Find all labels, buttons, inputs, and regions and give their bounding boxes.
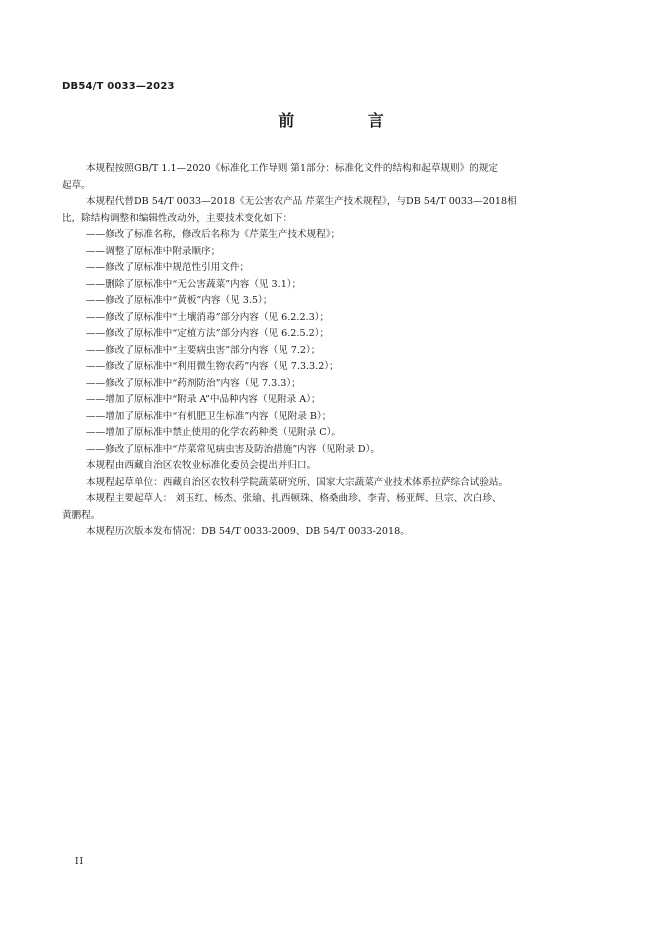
- change-item: ——修改了原标准中规范性引用文件；: [86, 262, 250, 273]
- change-item: ——修改了原标准中“芹菜常见病虫害及防治措施”内容（见附录 D）。: [86, 443, 380, 455]
- paragraph-proposer: 本规程由西藏自治区农牧业标准化委员会提出并归口。: [86, 460, 317, 471]
- change-item: ——修改了标准名称，修改后名称为《芹菜生产技术规程》；: [86, 229, 341, 240]
- page-number: II: [75, 857, 85, 867]
- change-item: ——修改了原标准中“利用微生物农药”内容（见 7.3.3.2）；: [86, 361, 339, 372]
- change-item: ——修改了原标准中“定植方法”部分内容（见 6.2.5.2）；: [86, 328, 330, 339]
- change-item: ——增加了原标准中禁止使用的化学农药种类（见附录 C）。: [86, 427, 342, 438]
- foreword-body: [62, 161, 592, 541]
- paragraph-history: 本规程历次版本发布情况：DB 54/T 0033-2009、DB 54/T 0033-2018。: [86, 526, 410, 537]
- paragraph-replaces: 本规程代替DB 54/T 0033—2018《无公害农产品 芹菜生产技术规程》，与DB 54/T 0033—2018相: [86, 196, 517, 207]
- change-item: ——增加了原标准中“有机肥卫生标准”内容（见附录 B）；: [86, 410, 332, 422]
- change-item: ——修改了原标准中“土壤消毒”部分内容（见 6.2.2.3）；: [86, 311, 330, 323]
- paragraph-drafters-cont: 黄鹏程。: [62, 509, 101, 521]
- paragraph-drafting-units: 本规程起草单位：西藏自治区农牧科学院蔬菜研究所、国家大宗蔬菜产业技术体系拉萨综合试验站。: [86, 476, 509, 488]
- change-item: ——修改了原标准中“药剂防治”内容（见 7.3.3）；: [86, 377, 301, 389]
- change-item: ——删除了原标准中“无公害蔬菜”内容（见 3.1）；: [86, 278, 302, 290]
- change-item: ——调整了原标准中附录顺序；: [86, 245, 221, 257]
- change-item: ——修改了原标准中“黄板”内容（见 3.5）；: [86, 295, 273, 306]
- standard-code: DB54/T 0033—2023: [62, 81, 175, 92]
- change-item: ——修改了原标准中“主要病虫害”部分内容（见 7.2）；: [86, 344, 321, 356]
- paragraph-drafters: 本规程主要起草人： 刘玉红、杨杰、张瑜、扎西顿珠、格桑曲珍、李青、杨亚辉、旦宗、次白珍、: [86, 493, 502, 504]
- page-title: 前 言: [278, 111, 418, 130]
- paragraph-drafting-rule-cont: 起草。: [62, 179, 91, 191]
- paragraph-replaces-cont: 比，除结构调整和编辑性改动外，主要技术变化如下：: [62, 212, 293, 224]
- paragraph-drafting-rule: 本规程按照GB/T 1.1—2020《标准化工作导则 第1部分：标准化文件的结构和起草规则》的规定: [86, 163, 499, 174]
- change-item: ——增加了原标准中“附录 A”中品种内容（见附录 A）；: [86, 394, 321, 405]
